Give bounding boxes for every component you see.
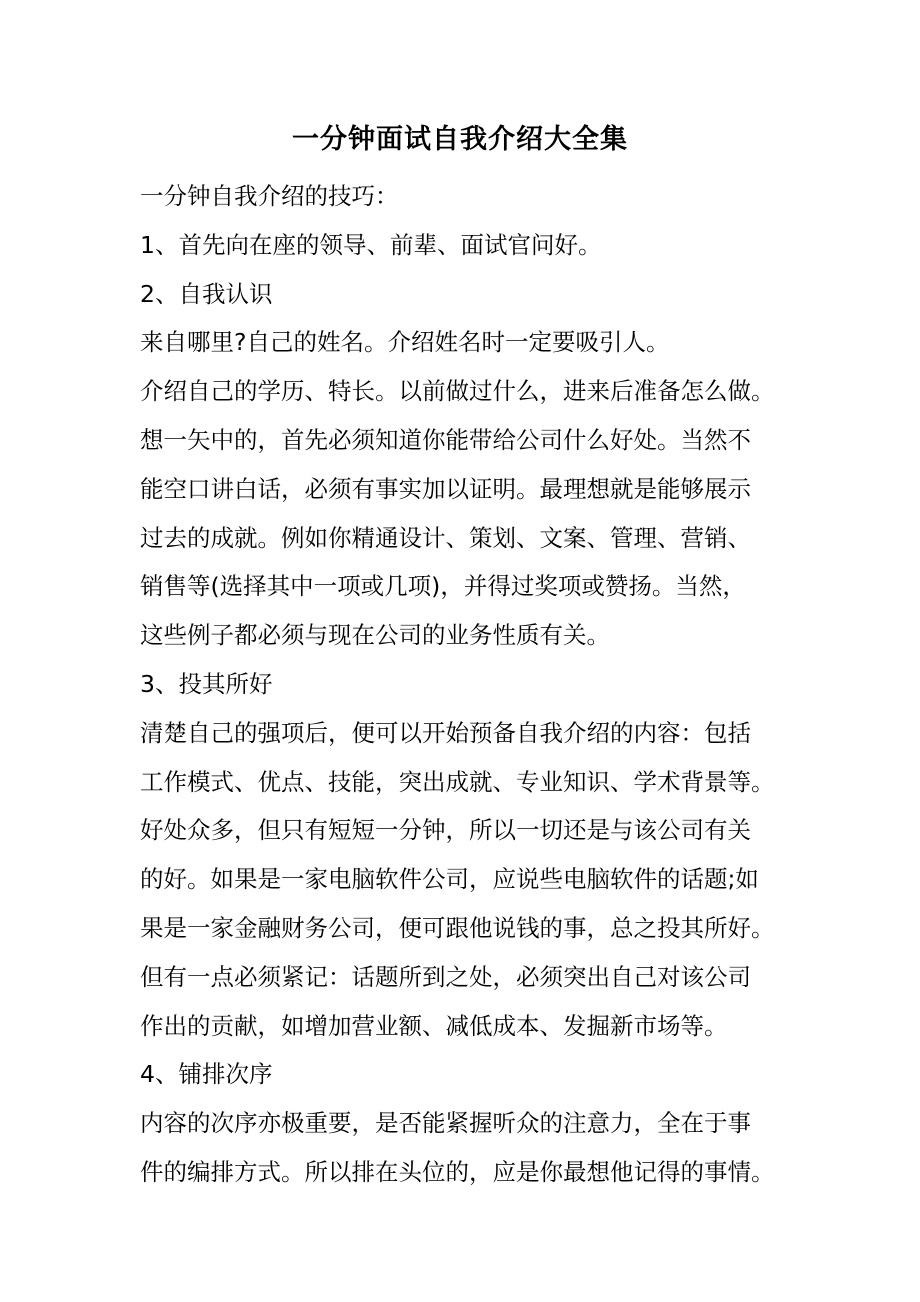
- text-line: 2、自我认识: [140, 279, 273, 308]
- text-line: 内容的次序亦极重要，是否能紧握听众的注意力，全在于事: [140, 1109, 751, 1138]
- text-line: 件的编排方式。所以排在头位的，应是你最想他记得的事情。: [140, 1158, 775, 1186]
- text-line: 能空口讲白话，必须有事实加以证明。最理想就是能够展示: [140, 474, 751, 503]
- text-line: 来自哪里?自己的姓名。介绍姓名时一定要吸引人。: [140, 328, 670, 357]
- text-line: 销售等(选择其中一项或几项)，并得过奖项或赞扬。当然，: [140, 572, 746, 601]
- text-line: 清楚自己的强项后，便可以开始预备自我介绍的内容：包括: [140, 718, 751, 747]
- text-line: 作出的贡献，如增加营业额、减低成本、发掘新市场等。: [140, 1011, 728, 1040]
- text-line: 一分钟自我介绍的技巧：: [140, 182, 399, 210]
- text-line: 工作模式、优点、技能，突出成就、专业知识、学术背景等。: [140, 767, 775, 796]
- text-line: 1、首先向在座的领导、前辈、面试官问好。: [140, 230, 602, 259]
- document-title: 一分钟面试自我介绍大全集: [292, 124, 628, 155]
- text-line: 但有一点必须紧记：话题所到之处，必须突出自己对该公司: [140, 962, 751, 991]
- text-line: 这些例子都必须与现在公司的业务性质有关。: [140, 621, 610, 650]
- text-line: 4、铺排次序: [140, 1060, 273, 1089]
- text-line: 过去的成就。例如你精通设计、策划、文案、管理、营销、: [140, 523, 751, 552]
- text-line: 的好。如果是一家电脑软件公司，应说些电脑软件的话题;如: [140, 865, 759, 894]
- text-line: 3、投其所好: [140, 670, 273, 698]
- text-line: 好处众多，但只有短短一分钟，所以一切还是与该公司有关: [140, 816, 751, 845]
- text-line: 介绍自己的学历、特长。以前做过什么，进来后准备怎么做。: [140, 377, 775, 406]
- text-line: 果是一家金融财务公司，便可跟他说钱的事，总之投其所好。: [140, 914, 775, 942]
- text-line: 想一矢中的，首先必须知道你能带给公司什么好处。当然不: [140, 426, 751, 454]
